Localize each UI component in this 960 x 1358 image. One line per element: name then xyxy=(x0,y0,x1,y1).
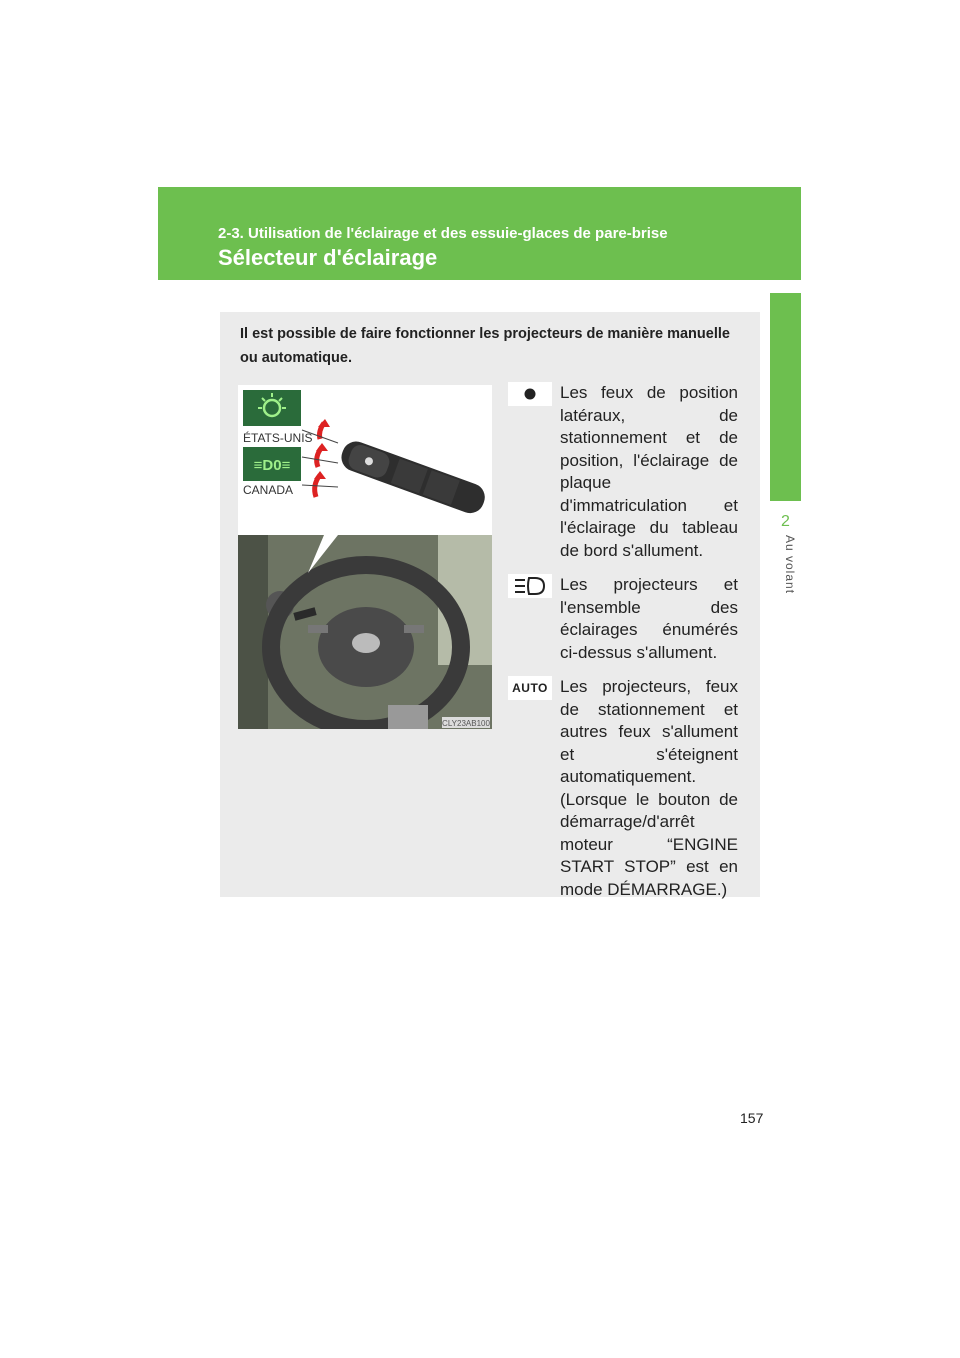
page-title: Sélecteur d'éclairage xyxy=(218,245,438,270)
chapter-tab xyxy=(770,293,801,501)
section-header xyxy=(158,187,801,280)
intro-text: Il est possible de faire fonctionner les projecteurs de manière manuelle ou automatique. xyxy=(240,326,730,366)
chapter-label: Au volant xyxy=(783,535,797,595)
lighting-switch-illustration xyxy=(238,385,492,729)
lexus-logo-icon xyxy=(352,633,380,653)
figure-code: CLY23AB100 xyxy=(442,719,490,728)
usa-label: ÉTATS-UNIS xyxy=(243,431,313,445)
chapter-number: 2 xyxy=(781,513,790,530)
headlight-icon xyxy=(508,574,552,598)
list-item xyxy=(508,574,738,664)
switch-positions-list xyxy=(508,382,738,913)
item-text: Les projecteurs, feux de stationnement et autres feux s'allument et s'éteignent automatiquement. (Lorsque le bouton de démarrage/d'arrêt moteur “ENGINE START STOP” est en mode DÉMARRAGE.) xyxy=(560,677,738,899)
item-text: Les projecteurs et l'ensemble des éclairages énumérés ci-dessus s'allument. xyxy=(560,575,738,662)
canada-label: CANADA xyxy=(243,483,294,497)
auto-symbol xyxy=(508,676,552,700)
item-text: Les feux de position latéraux, de stationnement et de position, l'éclairage de plaque d'immatriculation et l'éclairage du tableau de bord s'allument. xyxy=(560,383,738,560)
list-item xyxy=(508,382,738,562)
content-panel xyxy=(220,312,760,897)
parking-light-icon xyxy=(508,382,552,406)
page-number: 157 xyxy=(740,1110,764,1126)
section-subtitle: 2-3. Utilisation de l'éclairage et des essuie-glaces de pare-brise xyxy=(218,225,668,242)
list-item xyxy=(508,676,738,901)
canada-parking-light-icon: ≡D0≡ xyxy=(253,457,291,474)
auto-label: AUTO xyxy=(512,681,548,695)
